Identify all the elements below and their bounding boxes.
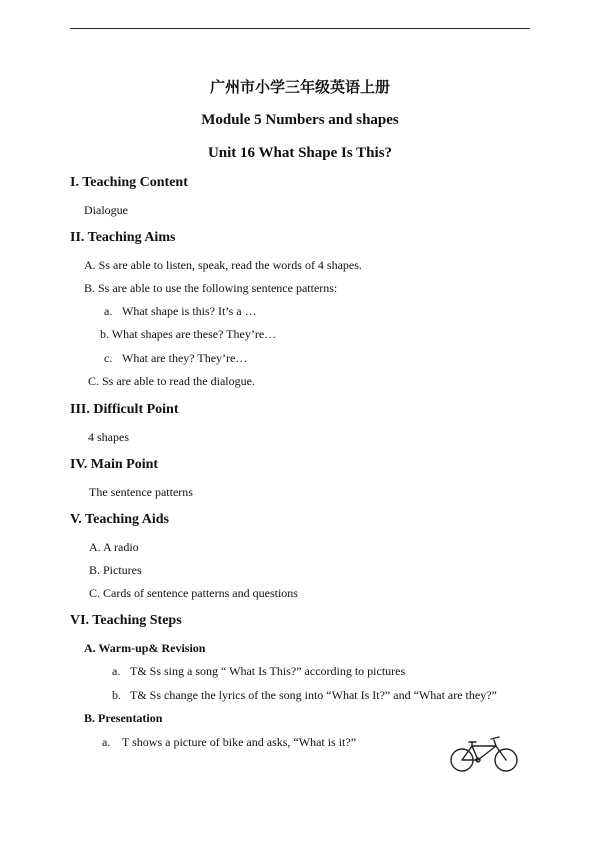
teaching-content-item: Dialogue <box>84 203 128 217</box>
warmup-a-label: a. <box>112 664 121 678</box>
aid-b: B. Pictures <box>89 563 142 577</box>
pattern-c: What are they? They’re… <box>122 351 248 365</box>
main-point-item: The sentence patterns <box>89 485 193 499</box>
warmup-b-label: b. <box>112 688 121 702</box>
section-heading-teaching-steps: VI. Teaching Steps <box>70 613 182 628</box>
presentation-a: T shows a picture of bike and asks, “What is it?” <box>122 735 357 749</box>
warmup-b: T& Ss change the lyrics of the song into “What Is It?” and “What are they?” <box>130 688 497 702</box>
presentation-heading: B. Presentation <box>84 711 163 725</box>
aid-c: C. Cards of sentence patterns and questions <box>89 586 298 600</box>
pattern-a-label: a. <box>104 304 113 318</box>
section-heading-difficult-point: III. Difficult Point <box>70 402 179 417</box>
section-heading-teaching-aids: V. Teaching Aids <box>70 512 169 527</box>
pattern-a: What shape is this? It’s a … <box>122 304 257 318</box>
warmup-heading: A. Warm-up& Revision <box>84 641 206 655</box>
pattern-b: b. What shapes are these? They’re… <box>100 327 277 341</box>
bicycle-icon <box>450 726 520 774</box>
page-title-chinese: 广州市小学三年级英语上册 <box>209 78 390 96</box>
header-rule <box>70 28 530 29</box>
aid-a: A. A radio <box>89 540 139 554</box>
aim-b: B. Ss are able to use the following sentence patterns: <box>84 281 338 295</box>
section-heading-main-point: IV. Main Point <box>70 457 159 472</box>
unit-title: Unit 16 What Shape Is This? <box>207 145 393 161</box>
section-heading-teaching-content: I. Teaching Content <box>70 175 188 190</box>
pattern-c-label: c. <box>104 351 113 365</box>
difficult-point-item: 4 shapes <box>88 430 129 444</box>
section-heading-teaching-aims: II. Teaching Aims <box>70 230 176 245</box>
presentation-a-label: a. <box>102 735 111 749</box>
aim-c: C. Ss are able to read the dialogue. <box>88 374 255 388</box>
warmup-a: T& Ss sing a song “ What Is This?” according to pictures <box>130 664 406 678</box>
module-title: Module 5 Numbers and shapes <box>201 112 399 128</box>
aim-a: A. Ss are able to listen, speak, read the words of 4 shapes. <box>84 258 362 272</box>
